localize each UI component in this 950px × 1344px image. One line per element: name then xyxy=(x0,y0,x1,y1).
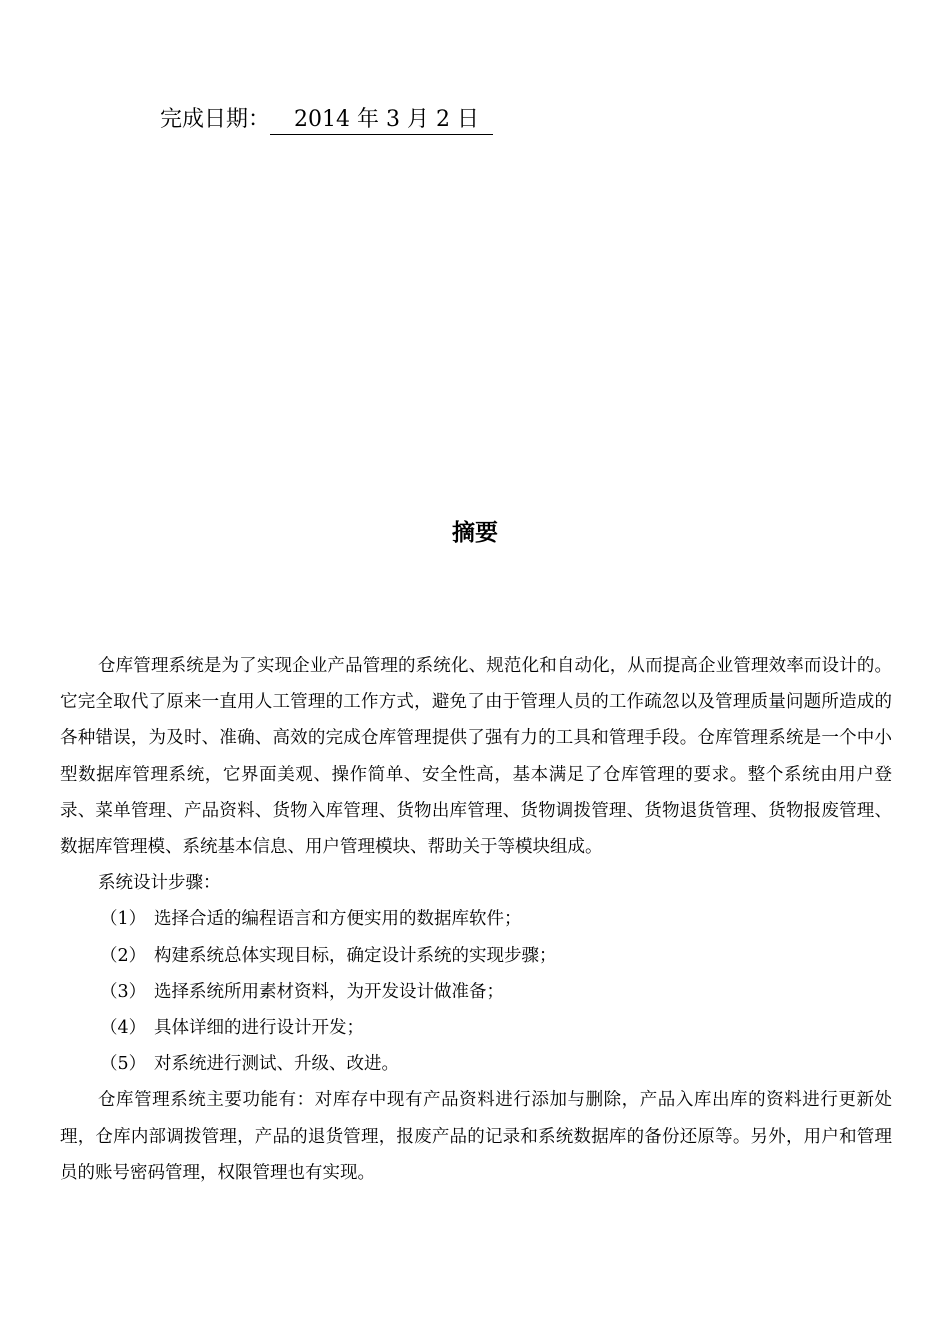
abstract-body xyxy=(60,648,892,1191)
step-text: 选择合适的编程语言和方便实用的数据库软件； xyxy=(154,909,522,930)
step-text: 具体详细的进行设计开发； xyxy=(154,1018,364,1039)
completion-date xyxy=(160,104,493,136)
abstract-paragraph-2: 仓库管理系统主要功能有：对库存中现有产品资料进行添加与删除，产品入库出库的资料进行更新处理，仓库内部调拨管理，产品的退货管理，报废产品的记录和系统数据库的备份还原等。另外，用户和管理员的账号密码管理，权限管理也有实现。 xyxy=(60,1090,892,1183)
step-item xyxy=(60,1046,892,1082)
step-text: 构建系统总体实现目标，确定设计系统的实现步骤； xyxy=(154,945,557,966)
step-item xyxy=(60,901,892,937)
step-text: 选择系统所用素材资料，为开发设计做准备； xyxy=(154,981,504,1002)
step-number: （5） xyxy=(100,1054,147,1075)
step-text: 对系统进行测试、升级、改进。 xyxy=(154,1054,399,1075)
step-number: （2） xyxy=(100,945,147,966)
step-number: （4） xyxy=(100,1018,147,1039)
step-item xyxy=(60,938,892,974)
completion-date-label: 完成日期： xyxy=(160,107,271,132)
step-number: （3） xyxy=(100,981,147,1002)
step-number: （1） xyxy=(100,909,147,930)
step-item xyxy=(60,974,892,1010)
abstract-title: 摘要 xyxy=(452,520,498,546)
steps-heading: 系统设计步骤： xyxy=(98,873,221,894)
completion-date-value: 2014 年 3 月 2 日 xyxy=(270,106,493,135)
step-item xyxy=(60,1010,892,1046)
abstract-paragraph-1: 仓库管理系统是为了实现企业产品管理的系统化、规范化和自动化，从而提高企业管理效率而设计的。它完全取代了原来一直用人工管理的工作方式，避免了由于管理人员的工作疏忽以及管理质量问题所造成的各种错误，为及时、准确、高效的完成仓库管理提供了强有力的工具和管理手段。仓库管理系统是一个中小型数据库管理系统，它界面美观、操作简单、安全性高，基本满足了仓库管理的要求。整个系统由用户登录、菜单管理、产品资料、货物入库管理、货物出库管理、货物调拨管理、货物退货管理、货物报废管理、数据库管理模、系统基本信息、用户管理模块、帮助关于等模块组成。 xyxy=(60,656,892,858)
